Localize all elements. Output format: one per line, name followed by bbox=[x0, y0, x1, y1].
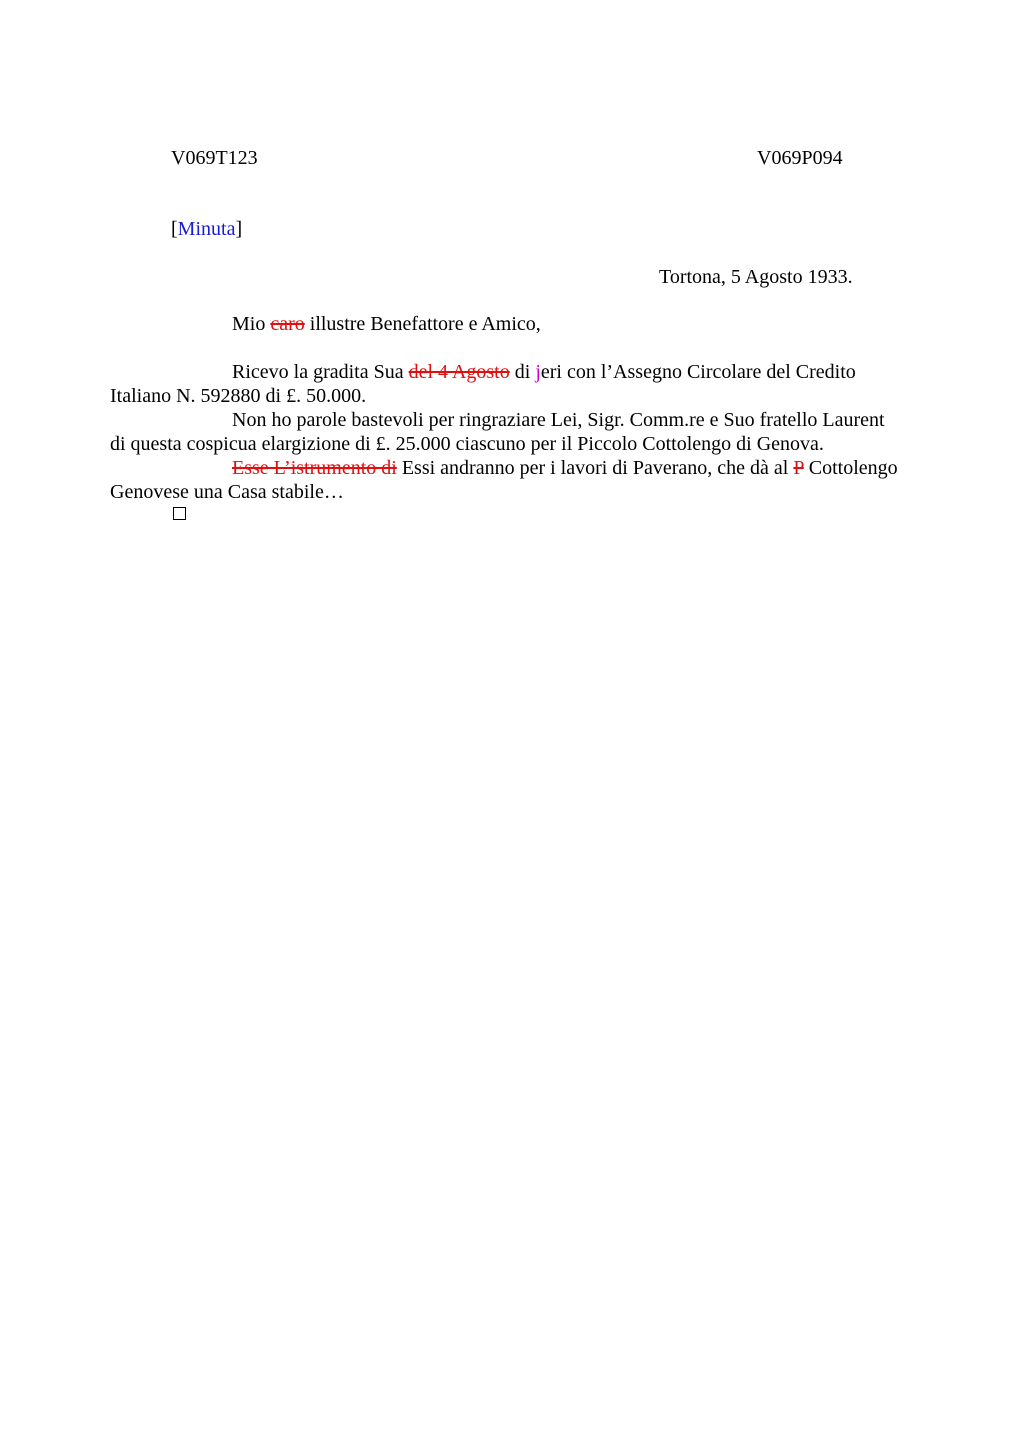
minuta-close-bracket: ] bbox=[235, 218, 243, 240]
paragraph-receipt-line-1 bbox=[171, 360, 931, 384]
receipt-text-c: eri con l’Assegno Circolare del Credito bbox=[540, 361, 856, 383]
salutation-before: Mio bbox=[232, 313, 271, 335]
paragraph-receipt bbox=[110, 360, 931, 408]
paragraph-works-line-1 bbox=[171, 456, 931, 480]
salutation-after: illustre Benefattore e Amico, bbox=[304, 313, 541, 335]
salutation-deleted-word: caro bbox=[270, 313, 305, 335]
paragraph-thanks-line-1: Non ho parole bastevoli per ringraziare Lei, Sigr. Comm.re e Suo fratello Laurent bbox=[232, 409, 885, 431]
letter-body bbox=[110, 360, 931, 504]
receipt-deleted-date: del 4 Agosto bbox=[408, 361, 510, 383]
receipt-text-a: Ricevo la gradita Sua bbox=[232, 361, 409, 383]
paragraph-works-line-2: Genovese una Casa stabile… bbox=[110, 481, 344, 503]
minuta-label: Minuta bbox=[177, 218, 236, 240]
works-deleted-letter: P bbox=[793, 457, 804, 479]
receipt-corrected-letter: j bbox=[535, 361, 541, 383]
paragraph-thanks-line-2: di questa cospicua elargizione di £. 25.000 ciascuno per il Piccolo Cottolengo di Genova. bbox=[110, 433, 824, 455]
salutation bbox=[232, 312, 541, 336]
place-and-date: Tortona, 5 Agosto 1933. bbox=[659, 266, 853, 288]
paragraph-works bbox=[110, 456, 931, 504]
minuta-note bbox=[171, 217, 242, 241]
document-reference-right: V069P094 bbox=[757, 147, 843, 169]
works-text-a: Essi andranno per i lavori di Paverano, che dà al bbox=[396, 457, 794, 479]
document-reference-left: V069T123 bbox=[171, 147, 258, 169]
works-deleted-phrase: Esse L’istrumento di bbox=[232, 457, 397, 479]
paragraph-thanks bbox=[110, 408, 931, 456]
works-text-b: Cottolengo bbox=[803, 457, 898, 479]
paragraph-receipt-line-2: Italiano N. 592880 di £. 50.000. bbox=[110, 385, 367, 407]
minuta-open-bracket: [ bbox=[171, 218, 178, 240]
receipt-text-b: di bbox=[509, 361, 536, 383]
end-marker-box-icon bbox=[173, 507, 186, 520]
